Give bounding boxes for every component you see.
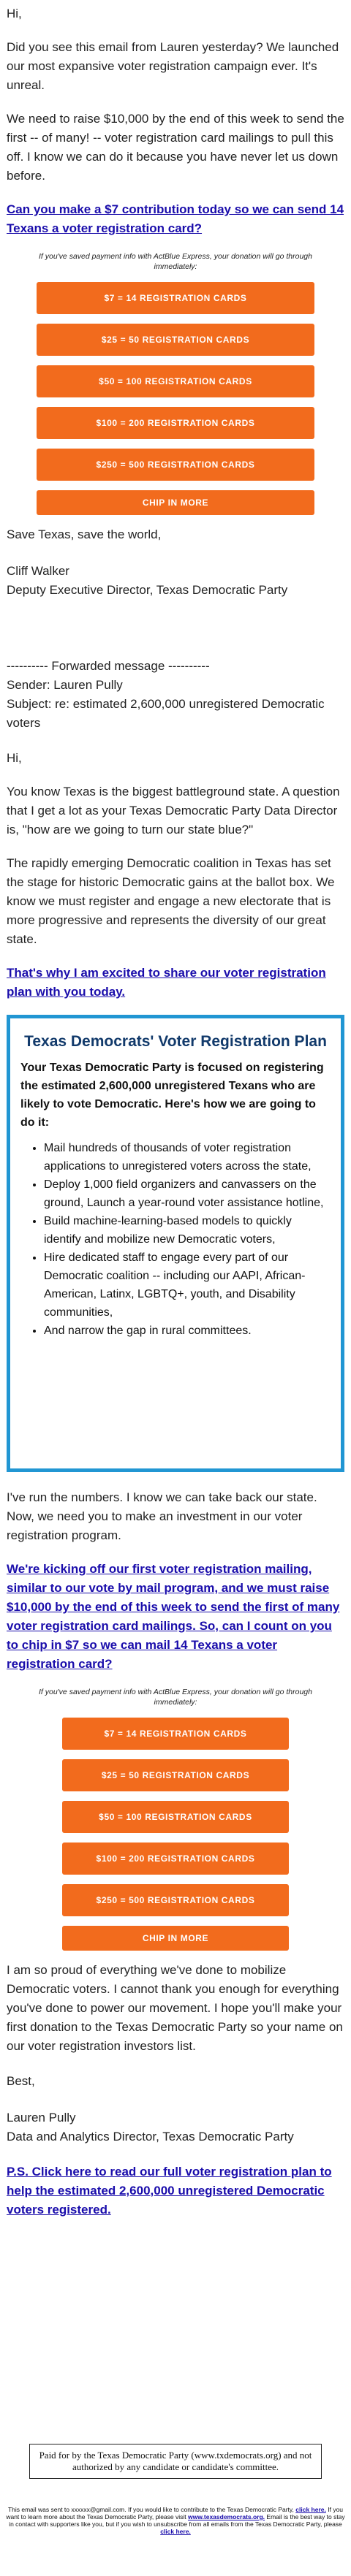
cta-link-1[interactable]: Can you make a $7 contribution today so we can send 14 Texans a voter registration card? (7, 202, 344, 235)
greeting: Hi, (7, 7, 22, 20)
plan-title: Texas Democrats' Voter Registration Plan (24, 1033, 327, 1050)
unsubscribe-link[interactable]: click here. (160, 2528, 191, 2535)
donate-250-button[interactable]: $250 = 500 REGISTRATION CARDS (37, 449, 314, 481)
plan-item: • Mail hundreds of thousands of voter registration applications to unregistered voters across the state, (44, 1139, 331, 1175)
forwarded-paragraph-1: You know Texas is the biggest battleground state. A question that I get a lot as your Texas Democratic Party Data Director is, "how are we going to turn our state blue?" (7, 785, 340, 837)
forwarded-paragraph-2: The rapidly emerging Democratic coalition in Texas has set the stage for historic Democratic gains at the ballot box. We know we must register and engage a new electorate that is more progressive and represents the diversity of our great state. (7, 856, 335, 946)
plan-list (20, 1139, 331, 1340)
intro-paragraph-2: We need to raise $10,000 by the end of this week to send the first -- of many! -- voter registration card mailings to pull this off. I know we can do it because you have never let us down before. (7, 112, 344, 183)
forwarded-subject: Subject: re: estimated 2,600,000 unregistered Democratic voters (7, 697, 325, 730)
forwarded-greeting: Hi, (7, 751, 22, 765)
signoff-name: Cliff Walker (7, 564, 69, 578)
donate-25-button[interactable]: $25 = 50 REGISTRATION CARDS (62, 1759, 289, 1791)
fine-print-text-3: Email is the best way to stay in contact with supporters like you, but if you wish to unsubscribe from all emails from the Texas Democratic Party, please (9, 2513, 345, 2528)
closing-name: Lauren Pully (7, 2111, 76, 2125)
cta-link-2[interactable]: We're kicking off our first voter registration mailing, similar to our vote by mail program, and we must raise $10,000 by the end of this week to send the first of many voter registration card mailings. So, can I count on you to chip in $7 so we can mail 14 Texans a voter registration card? (7, 1562, 340, 1671)
donate-50-button[interactable]: $50 = 100 REGISTRATION CARDS (62, 1801, 289, 1833)
donate-250-button[interactable]: $250 = 500 REGISTRATION CARDS (62, 1884, 289, 1916)
fine-print (6, 2506, 345, 2535)
closing-paragraph: I am so proud of everything we've done to mobilize Democratic voters. I cannot thank you enough for everything you've done to power our movement. I hope you'll make your first donation to the Texas Democratic Party so your name on our voter registration investors list. (7, 1963, 343, 2053)
actblue-note-2: If you've saved payment info with ActBlue Express, your donation will go through immediately: (39, 1688, 312, 1707)
plan-intro: Your Texas Democratic Party is focused on registering the estimated 2,600,000 unregistered Texans who are likely to vote Democratic. Here's how we are going to do it: (20, 1062, 324, 1129)
plan-item: • Deploy 1,000 field organizers and canvassers on the ground, Launch a year-round voter assistance hotline, (44, 1175, 331, 1212)
after-box-paragraph: I've run the numbers. I know we can take back our state. Now, we need you to make an investment in our voter registration program. (7, 1490, 317, 1542)
donate-7-button[interactable]: $7 = 14 REGISTRATION CARDS (62, 1718, 289, 1750)
email-body (0, 4, 351, 2219)
plan-link[interactable]: That's why I am excited to share our voter registration plan with you today. (7, 966, 326, 999)
donate-50-button[interactable]: $50 = 100 REGISTRATION CARDS (37, 365, 314, 397)
donate-25-button[interactable]: $25 = 50 REGISTRATION CARDS (37, 324, 314, 356)
signoff-closing: Save Texas, save the world, (7, 527, 162, 541)
chip-in-more-button[interactable]: CHIP IN MORE (37, 490, 314, 515)
donation-buttons-1 (7, 282, 344, 515)
ps-link[interactable]: P.S. Click here to read our full voter registration plan to help the estimated 2,600,000 unregistered Democratic voters registered. (7, 2165, 332, 2217)
signoff-title: Deputy Executive Director, Texas Democratic Party (7, 583, 288, 597)
closing-title: Data and Analytics Director, Texas Democratic Party (7, 2130, 294, 2144)
website-link[interactable]: www.texasdemocrats.org. (188, 2513, 265, 2520)
forwarded-sender: Sender: Lauren Pully (7, 678, 123, 692)
donation-buttons-2 (7, 1718, 344, 1951)
actblue-note-1: If you've saved payment info with ActBlue Express, your donation will go through immediately: (39, 252, 312, 271)
paid-for-disclaimer: Paid for by the Texas Democratic Party (www.txdemocrats.org) and not authorized by any candidate or candidate's committee. (29, 2444, 322, 2479)
intro-paragraph-1: Did you see this email from Lauren yesterday? We launched our most expansive voter registration campaign ever. It's unreal. (7, 40, 339, 92)
donate-100-button[interactable]: $100 = 200 REGISTRATION CARDS (37, 407, 314, 439)
chip-in-more-button[interactable]: CHIP IN MORE (62, 1926, 289, 1951)
donate-100-button[interactable]: $100 = 200 REGISTRATION CARDS (62, 1843, 289, 1875)
contribute-link[interactable]: click here. (295, 2506, 326, 2513)
plan-box (7, 1015, 344, 1472)
forwarded-header: ---------- Forwarded message ---------- (7, 659, 210, 673)
fine-print-text-2: If you want to learn more about the Texas Democratic Party, please visit (6, 2506, 344, 2520)
closing-best: Best, (7, 2074, 35, 2088)
plan-item: • Hire dedicated staff to engage every part of our Democratic coalition -- including our AAPI, African-American, Latinx, LGBTQ+, youth, and Disability communities, (44, 1249, 331, 1322)
donate-7-button[interactable]: $7 = 14 REGISTRATION CARDS (37, 282, 314, 314)
plan-item: • And narrow the gap in rural committees. (44, 1322, 331, 1340)
fine-print-text-1: This email was sent to xxxxxx@gmail.com. If you would like to contribute to the Texas Democratic Party, (7, 2506, 294, 2513)
plan-item: • Build machine-learning-based models to quickly identify and mobilize new Democratic voters, (44, 1212, 331, 1249)
